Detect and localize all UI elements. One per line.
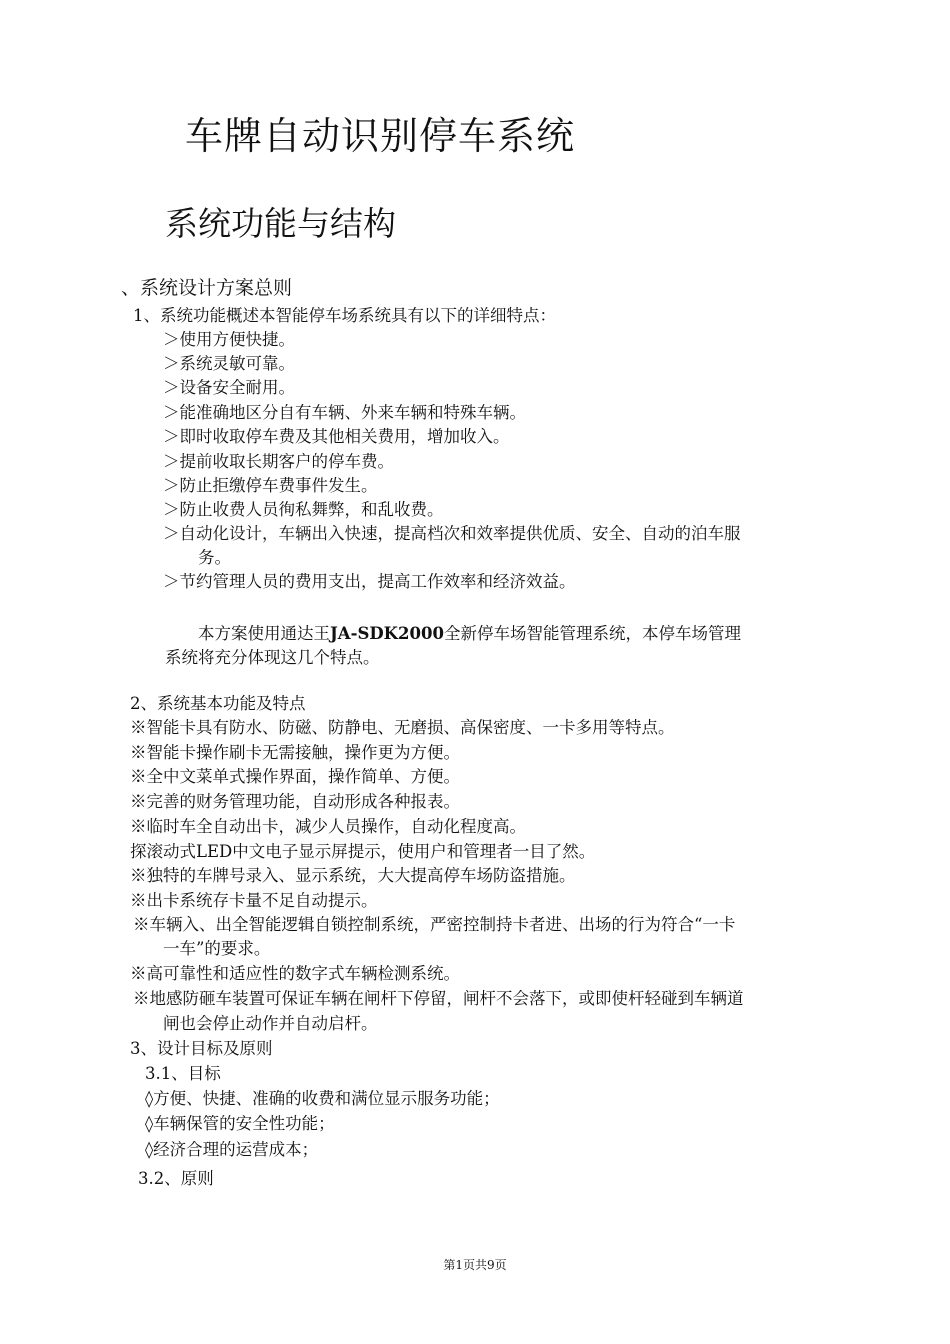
feature-item: 探滚动式LED中文电子显示屏提示，使用户和管理者一目了然。 (130, 842, 596, 861)
feature-item-continuation: 务。 (198, 548, 231, 567)
feature-item: ※地感防砸车装置可保证车辆在闸杆下停留，闸杆不会落下，或即使杆轻碰到车辆道 (133, 989, 744, 1008)
feature-item: ＞系统灵敏可靠。 (163, 354, 295, 373)
feature-item: ＞节约管理人员的费用支出，提高工作效率和经济效益。 (163, 572, 576, 591)
feature-item: ＞即时收取停车费及其他相关费用，增加收入。 (163, 427, 510, 446)
feature-item: ※高可靠性和适应性的数字式车辆检测系统。 (130, 964, 460, 983)
subsubsection-heading: 3.1、目标 (145, 1064, 221, 1083)
feature-item: ※全中文菜单式操作界面，操作简单、方便。 (130, 767, 460, 786)
feature-item: ※智能卡操作刷卡无需接触，操作更为方便。 (130, 743, 460, 762)
feature-item-continuation: 一车”的要求。 (163, 939, 271, 958)
feature-item: ＞使用方便快捷。 (163, 330, 295, 349)
paragraph-text: 本方案使用通达王 (198, 624, 330, 643)
goal-item: ◊车辆保管的安全性功能； (145, 1114, 335, 1133)
feature-item: ※智能卡具有防水、防磁、防静电、无磨损、高保密度、一卡多用等特点。 (130, 718, 675, 737)
document-title: 车牌自动识别停车系统 (185, 114, 576, 158)
subsection-heading: 3、设计目标及原则 (130, 1039, 273, 1058)
feature-item: ＞设备安全耐用。 (163, 378, 295, 397)
goal-item: ◊经济合理的运营成本； (145, 1140, 319, 1159)
product-name: JA-SDK2000 (330, 624, 444, 643)
feature-item: ※临时车全自动出卡，减少人员操作，自动化程度高。 (130, 817, 526, 836)
subsubsection-heading: 3.2、原则 (138, 1169, 214, 1188)
feature-item-continuation: 闸也会停止动作并自动启杆。 (163, 1014, 378, 1033)
feature-item: ＞自动化设计，车辆出入快速，提高档次和效率提供优质、安全、自动的泊车服 (163, 524, 741, 543)
intro-paragraph-line: 系统将充分体现这几个特点。 (165, 648, 380, 667)
feature-item: ＞能准确地区分自有车辆、外来车辆和特殊车辆。 (163, 403, 526, 422)
document-subtitle: 系统功能与结构 (165, 204, 396, 243)
section-heading: 、系统设计方案总则 (121, 277, 293, 299)
feature-item: ※出卡系统存卡量不足自动提示。 (130, 891, 378, 910)
feature-item: ＞防止收费人员徇私舞弊，和乱收费。 (163, 500, 444, 519)
subsection-heading: 1、系统功能概述本智能停车场系统具有以下的详细特点： (133, 306, 556, 325)
page-footer: 第1页共9页 (443, 1258, 507, 1272)
subsection-heading: 2、系统基本功能及特点 (130, 694, 306, 713)
feature-item: ＞提前收取长期客户的停车费。 (163, 452, 394, 471)
feature-item: ※独特的车牌号录入、显示系统，大大提高停车场防盗措施。 (130, 866, 576, 885)
intro-paragraph-line (198, 622, 741, 646)
goal-item: ◊方便、快捷、准确的收费和满位显示服务功能； (145, 1089, 500, 1108)
feature-item: ※完善的财务管理功能，自动形成各种报表。 (130, 792, 460, 811)
feature-item: ※车辆入、出全智能逻辑自锁控制系统，严密控制持卡者进、出场的行为符合“一卡 (133, 915, 736, 934)
feature-item: ＞防止拒缴停车费事件发生。 (163, 476, 378, 495)
paragraph-text: 全新停车场智能管理系统，本停车场管理 (443, 624, 741, 643)
